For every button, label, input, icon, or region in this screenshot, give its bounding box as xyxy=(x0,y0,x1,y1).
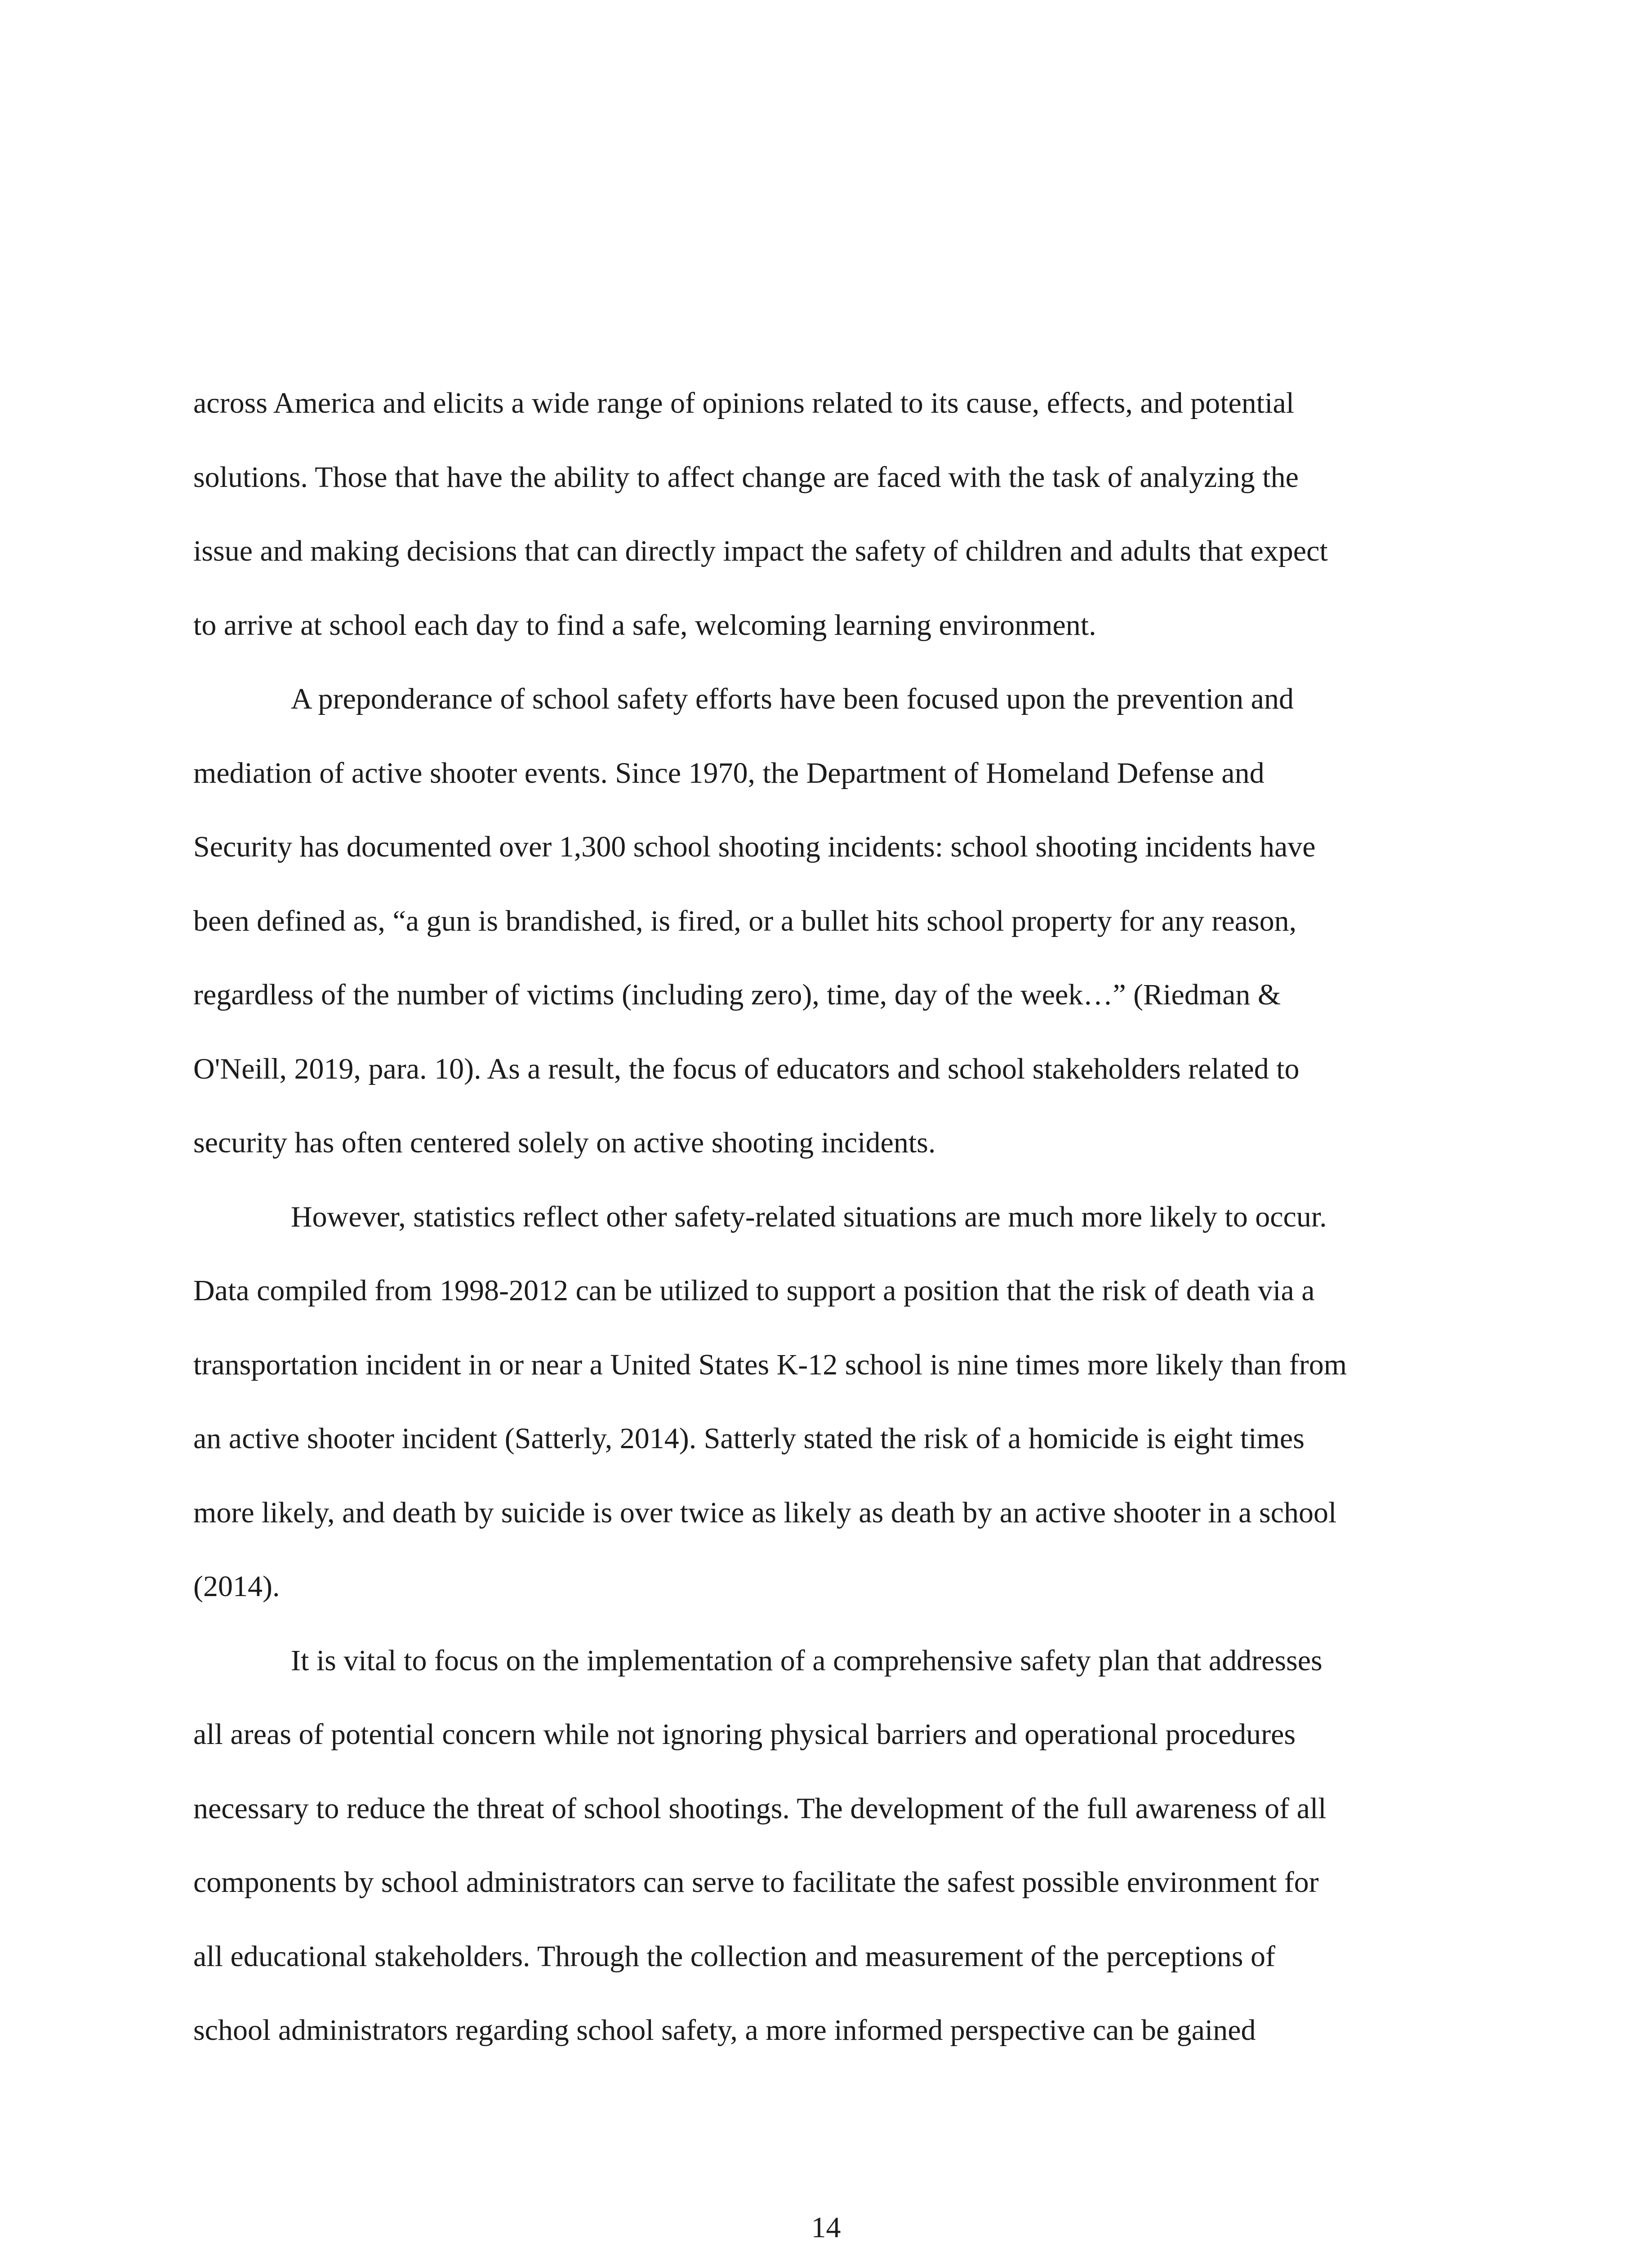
paragraph-statistics xyxy=(193,1180,1459,1624)
document-body xyxy=(193,366,1459,2068)
paragraph-active-shooter-focus xyxy=(193,662,1459,1180)
paragraph-line: regardless of the number of victims (including zero), time, day of the week…” (Riedman & xyxy=(193,978,1281,1011)
paragraph-line: an active shooter incident (Satterly, 2014). Satterly stated the risk of a homicide is eight times xyxy=(193,1422,1305,1455)
paragraph-line: more likely, and death by suicide is over twice as likely as death by an active shooter in a school xyxy=(193,1496,1337,1529)
page-number: 14 xyxy=(811,2211,841,2244)
paragraph-line: security has often centered solely on active shooting incidents. xyxy=(193,1126,936,1159)
paragraph-line: solutions. Those that have the ability to affect change are faced with the task of analyzing the xyxy=(193,460,1299,494)
paragraph-line: all educational stakeholders. Through the collection and measurement of the perceptions of xyxy=(193,1940,1275,1973)
paragraph-line: issue and making decisions that can directly impact the safety of children and adults that expect xyxy=(193,535,1328,567)
paragraph-continuation xyxy=(193,366,1459,662)
paragraph-line: to arrive at school each day to find a safe, welcoming learning environment. xyxy=(193,608,1096,642)
paragraph-line: (2014). xyxy=(193,1570,280,1603)
paragraph-line: However, statistics reflect other safety-related situations are much more likely to occur. xyxy=(291,1200,1327,1233)
paragraph-line: transportation incident in or near a United States K-12 school is nine times more likely than from xyxy=(193,1348,1347,1381)
paragraph-line: components by school administrators can serve to facilitate the safest possible environment for xyxy=(193,1866,1319,1899)
paragraph-line: all areas of potential concern while not ignoring physical barriers and operational procedures xyxy=(193,1718,1296,1751)
paragraph-line: Security has documented over 1,300 school shooting incidents: school shooting incidents have xyxy=(193,830,1316,863)
paragraph-line: been defined as, “a gun is brandished, is fired, or a bullet hits school property for any reason, xyxy=(193,904,1297,937)
paragraph-line: school administrators regarding school safety, a more informed perspective can be gained xyxy=(193,2014,1256,2047)
paragraph-line: A preponderance of school safety efforts have been focused upon the prevention and xyxy=(291,682,1294,715)
paragraph-safety-plan xyxy=(193,1624,1459,2068)
paragraph-line: necessary to reduce the threat of school shootings. The development of the full awareness of all xyxy=(193,1792,1327,1825)
paragraph-line: Data compiled from 1998-2012 can be utilized to support a position that the risk of death via a xyxy=(193,1274,1315,1307)
paragraph-line: It is vital to focus on the implementation of a comprehensive safety plan that addresses xyxy=(291,1644,1322,1677)
paragraph-line: across America and elicits a wide range of opinions related to its cause, effects, and potential xyxy=(193,387,1295,419)
paragraph-line: O'Neill, 2019, para. 10). As a result, the focus of educators and school stakeholders related to xyxy=(193,1052,1300,1085)
paragraph-line: mediation of active shooter events. Since 1970, the Department of Homeland Defense and xyxy=(193,756,1265,789)
